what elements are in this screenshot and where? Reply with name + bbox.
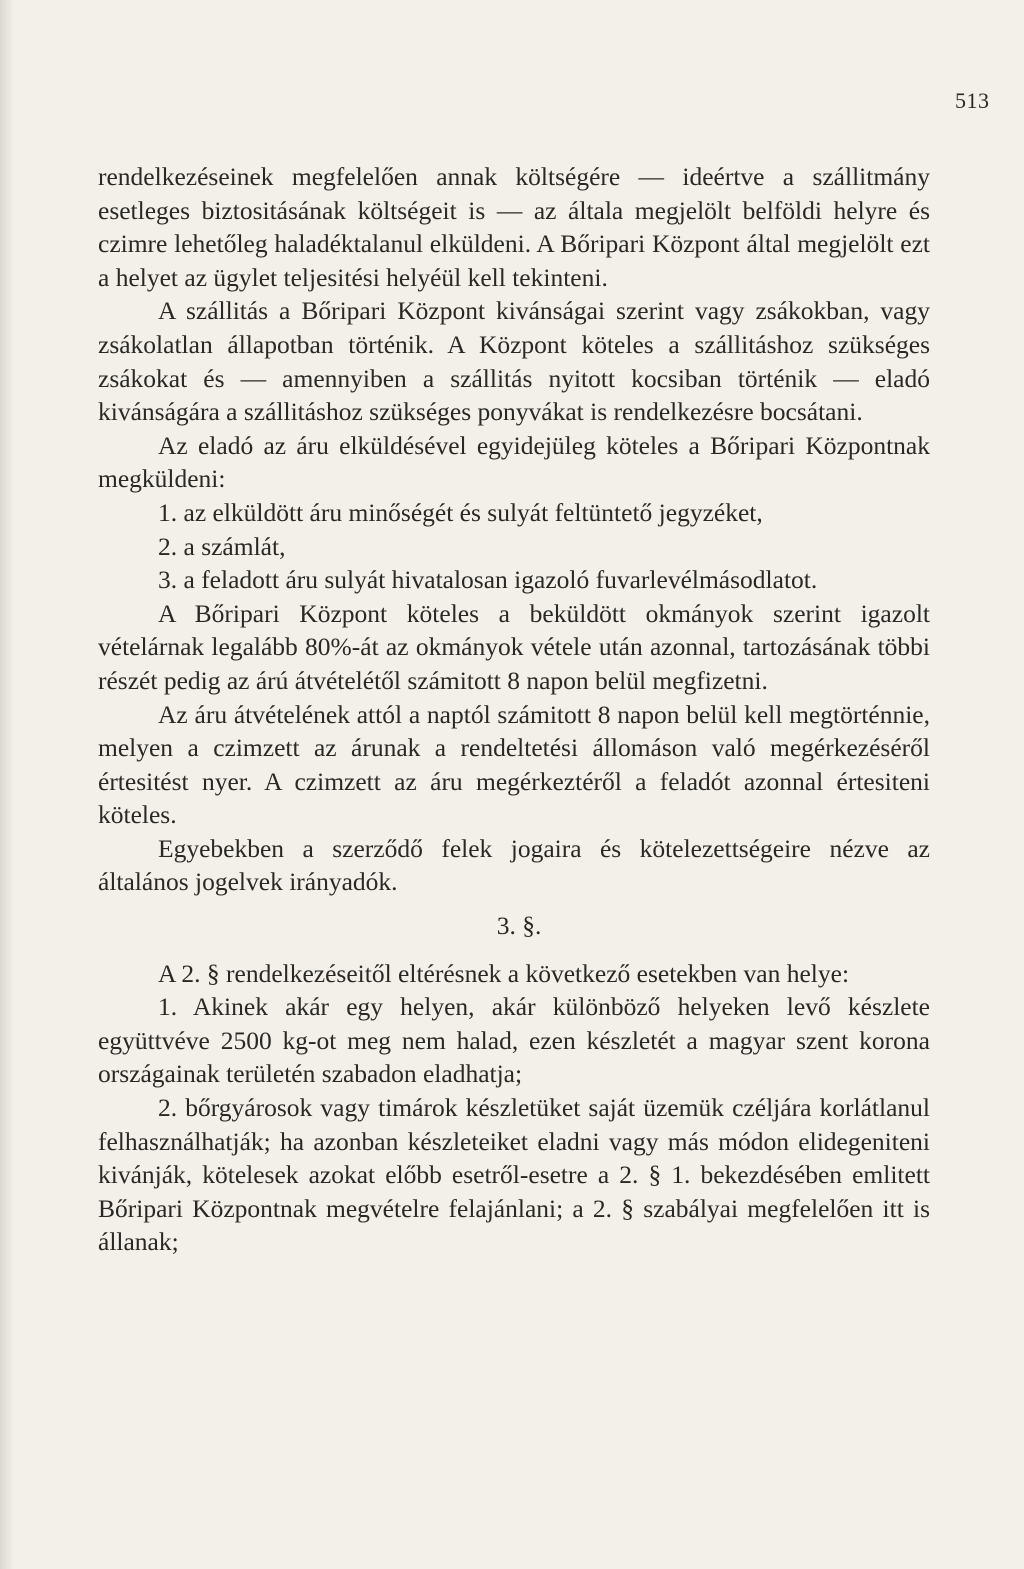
paragraph: Az eladó az áru elküldésével egyidejüleg köteles a Bőripari Központnak megküldeni:	[98, 430, 930, 494]
page-edge-shadow	[0, 0, 14, 1569]
paragraph: rendelkezéseinek megfelelően annak költségére — ideértve a szállitmány esetleges biztositásának költségeit is — az általa megjelölt belföldi helyre és czimre lehetőleg haladéktalanul elküldeni. A Bőripari Központ által megjelölt ezt a helyet az ügylet teljesitési helyéül kell tekinteni.	[98, 162, 930, 292]
paragraph: A szállitás a Bőripari Központ kivánságai szerint vagy zsákokban, vagy zsákolatlan állapotban történik. A Központ köteles a szállitáshoz szükséges zsákokat és — amennyiben a szállitás nyitott kocsiban történik — eladó kivánságára a szállitáshoz szükséges ponyvákat is rendelkezésre bocsátani.	[98, 296, 930, 427]
page-number: 513	[955, 88, 990, 113]
body-text	[98, 160, 930, 1259]
paragraph: A 2. § rendelkezéseitől eltérésnek a következő esetekben van helye:	[158, 958, 850, 988]
section-heading: 3. §.	[496, 911, 542, 941]
list-item: 3. a feladott áru sulyát hivatalosan igazoló fuvarlevélmásodlatot.	[158, 565, 818, 595]
paragraph: Egyebekben a szerződő felek jogaira és kötelezettségeire nézve az általános jogelvek irányadók.	[98, 833, 930, 897]
numbered-paragraph: 2. bőrgyárosok vagy timárok készletüket saját üzemük czéljára korlátlanul felhasználhatják; ha azonban készleteiket eladni vagy más módon elidegeniteni kivánják, kötelesek azokat előbb esetről-esetre a 2. § 1. bekezdésében emlitett Bőripari Központnak megvételre felajánlani; a 2. § szabályai megfelelően itt is állanak;	[98, 1093, 930, 1257]
numbered-paragraph: 1. Akinek akár egy helyen, akár különböző helyeken levő készlete együttvéve 2500 kg-ot meg nem halad, ezen készletét a magyar szent korona országainak területén szabadon eladhatja;	[98, 992, 930, 1089]
list-item: 1. az elküldött áru minőségét és sulyát feltüntető jegyzéket,	[158, 497, 763, 527]
list-item: 2. a számlát,	[158, 531, 286, 561]
paragraph: A Bőripari Központ köteles a beküldött okmányok szerint igazolt vételárnak legalább 80%-át az okmányok vétele után azonnal, tartozásának többi részét pedig az árú átvételétől számitott 8 napon belül megfizetni.	[98, 598, 930, 695]
paragraph: Az áru átvételének attól a naptól számitott 8 napon belül kell megtörténnie, melyen a czimzett az árunak a rendeltetési állomáson való megérkezéséről értesitést nyer. A czimzett az áru megérkeztéről a feladót azonnal értesiteni köteles.	[98, 699, 930, 830]
